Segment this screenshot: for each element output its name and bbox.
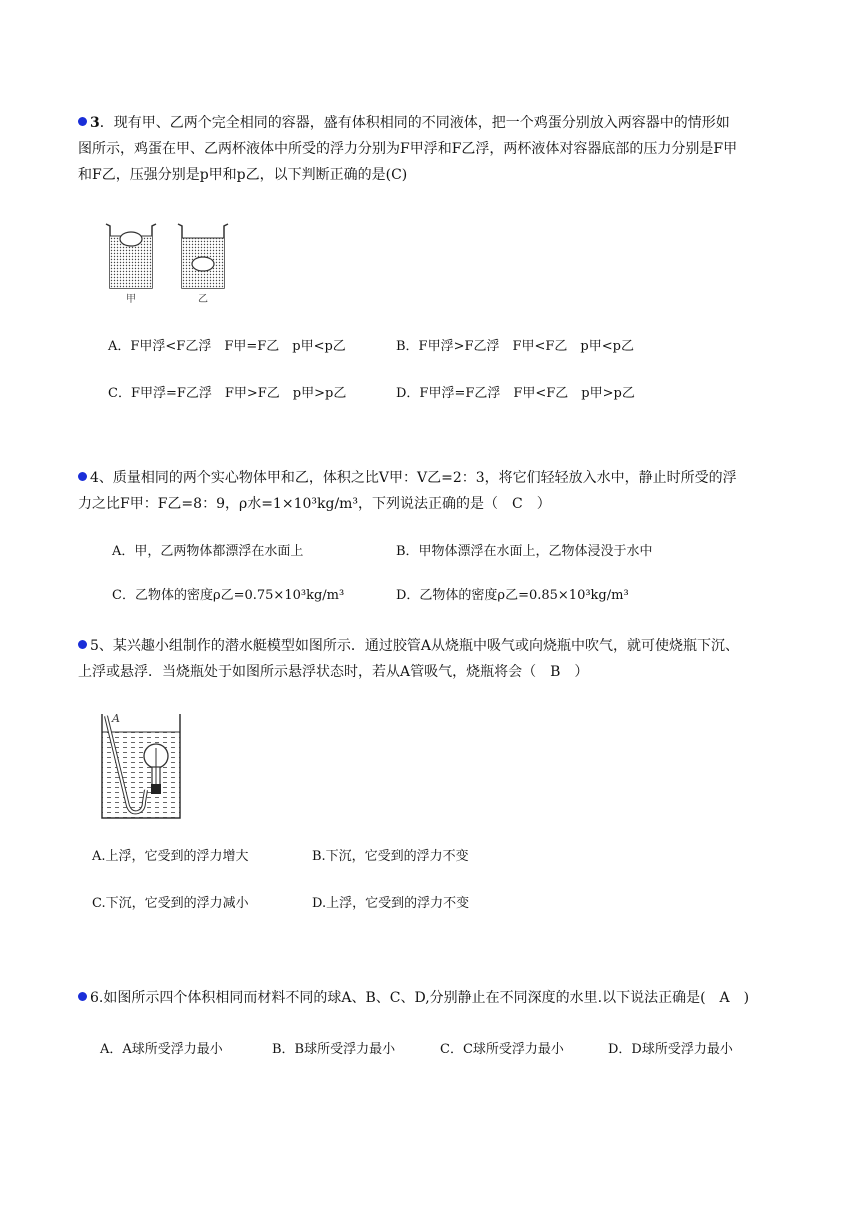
q3-option-c[interactable]: C．F甲浮=F乙浮 F甲>F乙 p甲>p乙: [108, 386, 347, 401]
q4-option-a[interactable]: A．甲，乙两物体都漂浮在水面上: [112, 544, 304, 559]
question-3-line-1: 3．现有甲、乙两个完全相同的容器，盛有体积相同的不同液体，把一个鸡蛋分别放入两容器中的情形如: [78, 110, 800, 136]
bullet-dot-icon: [78, 992, 87, 1001]
question-4-line-2: 力之比F甲：F乙=8：9，ρ水=1×10³kg/m³，下列说法正确的是（ C ）: [78, 496, 551, 512]
beaker-label-jia: 甲: [126, 294, 136, 304]
question-5-line-1: 5、某兴趣小组制作的潜水艇模型如图所示．通过胶管A从烧瓶中吸气或向烧瓶中吹气，就可使烧瓶下沉、: [78, 633, 800, 659]
two-beakers-figure: [104, 222, 244, 304]
question-4-line-1: 4、质量相同的两个实心物体甲和乙，体积之比V甲：V乙=2：3，将它们轻轻放入水中，静止时所受的浮: [78, 465, 800, 491]
q6-option-b[interactable]: B．B球所受浮力最小: [272, 1042, 396, 1057]
q5-option-d[interactable]: D.上浮，它受到的浮力不变: [312, 896, 470, 911]
q5-option-a[interactable]: A.上浮，它受到的浮力增大: [92, 849, 249, 864]
bullet-dot-icon: [78, 640, 87, 649]
submarine-model-image: [98, 710, 184, 822]
question-3-line-2: 图所示，鸡蛋在甲、乙两杯液体中所受的浮力分别为F甲浮和F乙浮，两杯液体对容器底部的压力分别是F甲: [78, 141, 738, 157]
question-5-line-2: 上浮或悬浮．当烧瓶处于如图所示悬浮状态时，若从A管吸气，烧瓶将会（ B ）: [78, 664, 589, 680]
question-3-line-3: 和F乙，压强分别是p甲和p乙，以下判断正确的是(C): [78, 167, 408, 183]
question-3: [78, 110, 800, 188]
beaker-label-yi: 乙: [198, 294, 208, 304]
q3-option-b[interactable]: B．F甲浮>F乙浮 F甲<F乙 p甲<p乙: [396, 339, 634, 354]
q3-option-d[interactable]: D．F甲浮=F乙浮 F甲<F乙 p甲>p乙: [396, 386, 635, 401]
question-6-line-1: 6.如图所示四个体积相同而材料不同的球A、B、C、D,分别静止在不同深度的水里.以下说法正确是( A ): [78, 985, 800, 1011]
q6-option-d[interactable]: D．D球所受浮力最小: [608, 1042, 733, 1057]
tube-label-a: A: [112, 712, 120, 725]
q3-option-a[interactable]: A．F甲浮<F乙浮 F甲=F乙 p甲<p乙: [108, 339, 346, 354]
question-3-number: 3: [90, 115, 100, 131]
q4-option-c[interactable]: C．乙物体的密度ρ乙=0.75×10³kg/m³: [112, 588, 345, 603]
q4-option-d[interactable]: D．乙物体的密度ρ乙=0.85×10³kg/m³: [396, 588, 629, 603]
q5-option-b[interactable]: B.下沉，它受到的浮力不变: [312, 849, 469, 864]
question-4: [78, 465, 800, 517]
q6-option-a[interactable]: A．A球所受浮力最小: [100, 1042, 223, 1057]
question-6: [78, 985, 800, 1011]
q4-option-b[interactable]: B．甲物体漂浮在水面上，乙物体浸没于水中: [396, 544, 653, 559]
q6-option-c[interactable]: C．C球所受浮力最小: [440, 1042, 564, 1057]
bullet-dot-icon: [78, 117, 87, 126]
question-5: [78, 633, 800, 685]
beakers-image: [104, 222, 244, 304]
submarine-model-figure: [98, 710, 184, 822]
bullet-dot-icon: [78, 472, 87, 481]
q5-option-c[interactable]: C.下沉，它受到的浮力减小: [92, 896, 249, 911]
